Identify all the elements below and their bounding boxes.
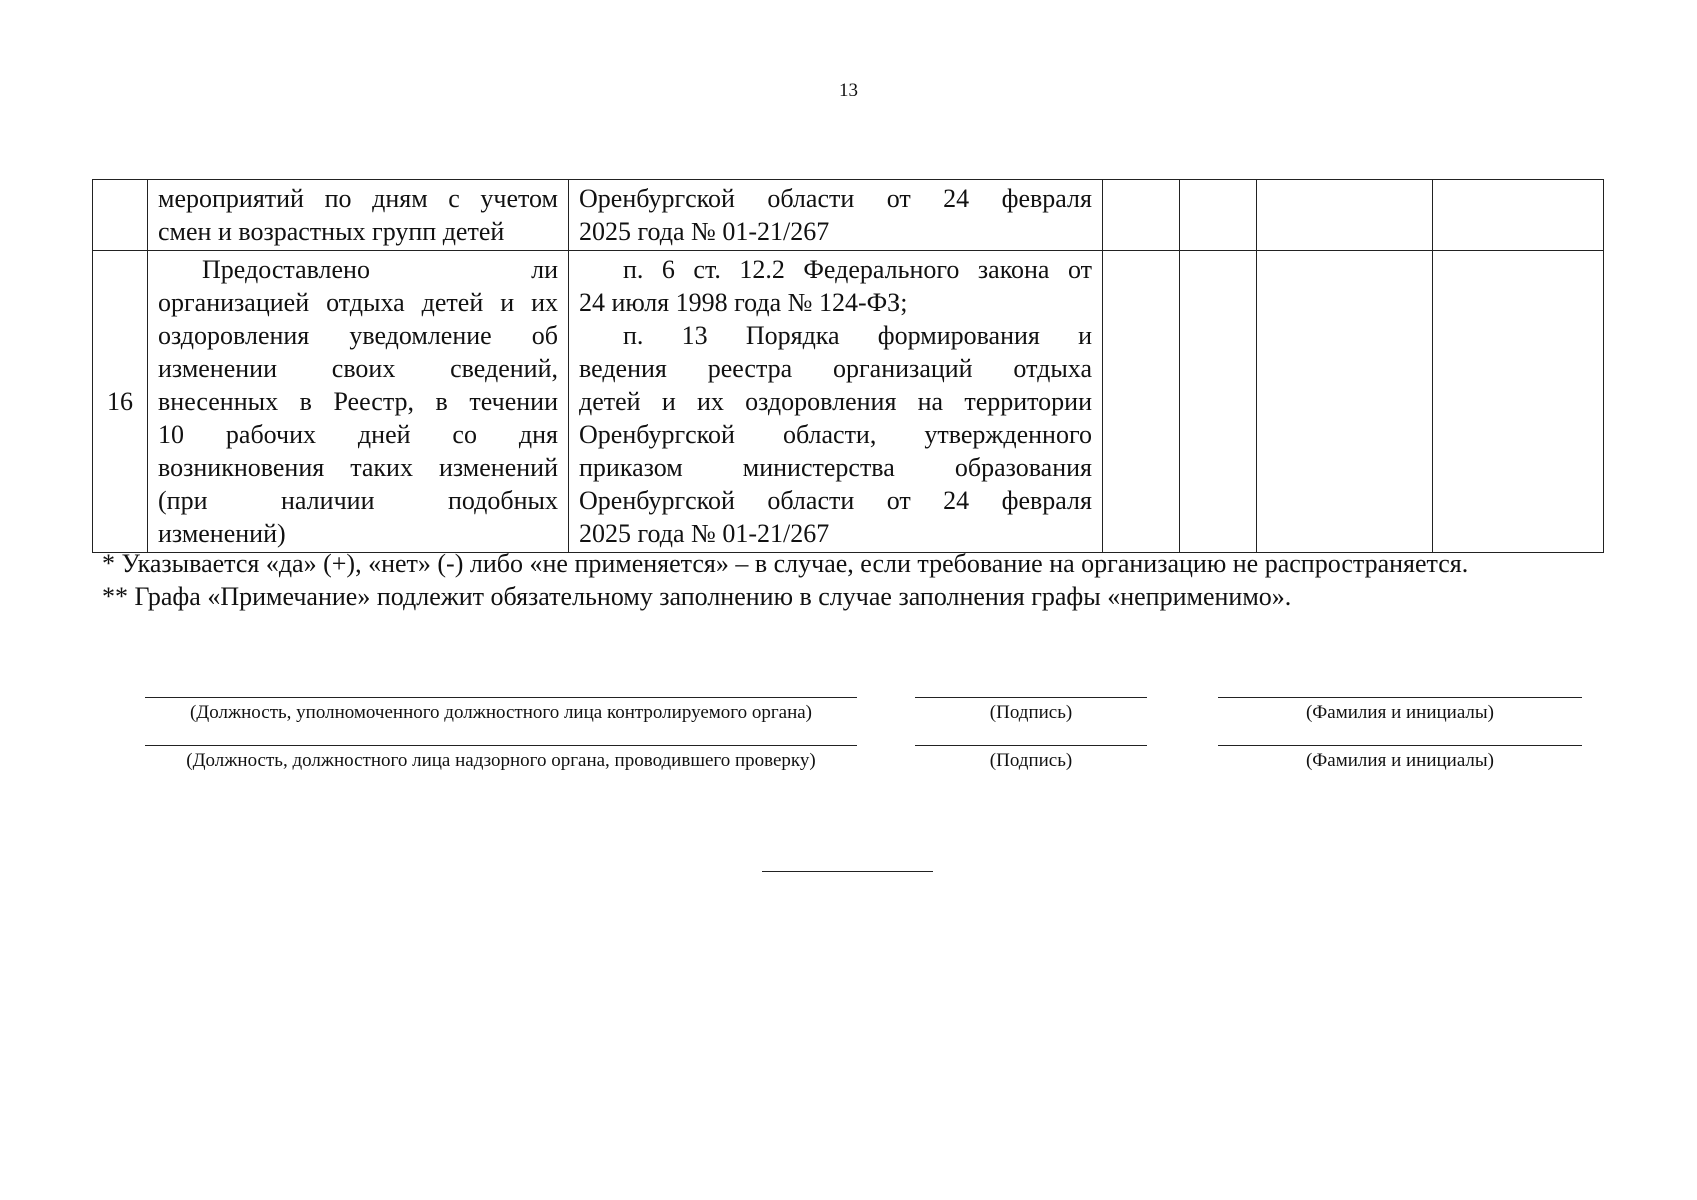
- footnotes: [102, 547, 1593, 613]
- table-row: [93, 251, 1604, 553]
- basis-line: Оренбургской области от 24 февраля: [579, 184, 1092, 213]
- signature-row: [0, 745, 1697, 785]
- signature-row: [0, 697, 1697, 737]
- answer-cell: [1103, 251, 1180, 553]
- row-number-cell: [93, 180, 148, 251]
- requirement-line: возникновения таких изменений: [158, 453, 558, 482]
- position-caption: (Должность, должностного лица надзорного органа, проводившего проверку): [145, 745, 857, 772]
- signature-caption: (Подпись): [915, 745, 1147, 772]
- answer-cell: [1180, 251, 1257, 553]
- requirement-cell: [148, 180, 569, 251]
- end-separator-line: [762, 871, 933, 872]
- answer-cell: [1257, 251, 1433, 553]
- basis-line: приказом министерства образования: [579, 453, 1092, 482]
- footnote-2: ** Графа «Примечание» подлежит обязательному заполнению в случае заполнения графы «неприменимо».: [102, 582, 1292, 611]
- answer-cell: [1103, 180, 1180, 251]
- requirement-line: смен и возрастных групп детей: [158, 217, 505, 246]
- position-caption: (Должность, уполномоченного должностного лица контролируемого органа): [145, 697, 857, 724]
- basis-line: Оренбургской области от 24 февраля: [579, 486, 1092, 515]
- row-number-cell: 16: [93, 251, 148, 553]
- basis-line: п. 6 ст. 12.2 Федерального закона от: [623, 255, 1092, 284]
- requirement-line: изменений): [158, 519, 286, 548]
- signature-caption: (Подпись): [915, 697, 1147, 724]
- table-row: [93, 180, 1604, 251]
- note-cell: [1433, 180, 1604, 251]
- page-number: 13: [839, 80, 858, 101]
- requirement-line: оздоровления уведомление об: [158, 321, 558, 350]
- legal-basis-cell: [569, 251, 1103, 553]
- requirement-line: внесенных в Реестр, в течении: [158, 387, 558, 416]
- requirement-line: изменении своих сведений,: [158, 354, 558, 383]
- basis-line: 24 июля 1998 года № 124-ФЗ;: [579, 288, 908, 317]
- requirement-line: 10 рабочих дней со дня: [158, 420, 558, 449]
- answer-cell: [1257, 180, 1433, 251]
- checklist-table: [92, 179, 1604, 553]
- name-caption: (Фамилия и инициалы): [1218, 745, 1582, 772]
- basis-line: 2025 года № 01-21/267: [579, 519, 830, 548]
- requirement-line: (при наличии подобных: [158, 486, 558, 515]
- footnote-1: * Указывается «да» (+), «нет» (-) либо «не применяется» – в случае, если требование на организацию не распространяется.: [102, 549, 1469, 578]
- name-caption: (Фамилия и инициалы): [1218, 697, 1582, 724]
- basis-line: ведения реестра организаций отдыха: [579, 354, 1092, 383]
- basis-line: Оренбургской области, утвержденного: [579, 420, 1092, 449]
- basis-line: детей и их оздоровления на территории: [579, 387, 1092, 416]
- legal-basis-cell: [569, 180, 1103, 251]
- answer-cell: [1180, 180, 1257, 251]
- requirement-line: мероприятий по дням с учетом: [158, 184, 558, 213]
- basis-line: 2025 года № 01-21/267: [579, 217, 830, 246]
- requirement-line: организацией отдыха детей и их: [158, 288, 558, 317]
- note-cell: [1433, 251, 1604, 553]
- requirement-cell: [148, 251, 569, 553]
- requirement-line: Предоставлено ли: [202, 255, 558, 284]
- basis-line: п. 13 Порядка формирования и: [623, 321, 1092, 350]
